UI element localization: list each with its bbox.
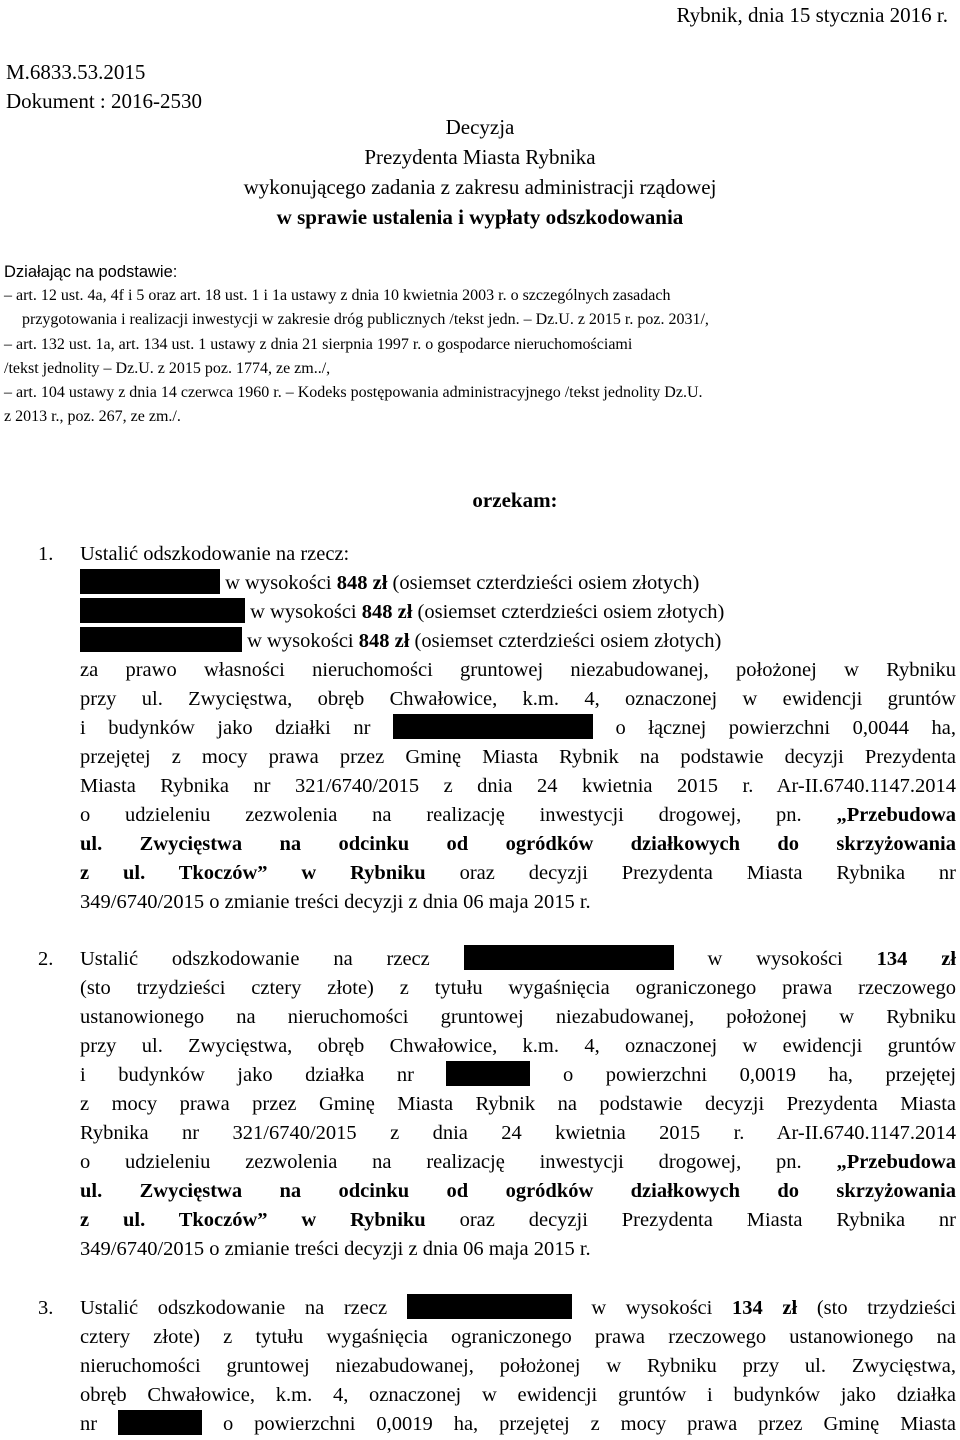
redacted-name <box>80 569 220 594</box>
redacted-parcel-numbers <box>393 714 593 739</box>
item-text-line: 349/6740/2015 o zmianie treści decyzji z dnia 06 maja 2015 r. <box>80 891 591 913</box>
item-text-line: z ul. Tkoczów” w Rybniku oraz decyzji Prezydenta Miasta Rybnika nr <box>80 862 956 884</box>
item-text-line: (sto trzydzieści cztery złote) z tytułu wygaśnięcia ograniczonego prawa rzeczowego <box>80 977 956 999</box>
item-number: 3. <box>38 1297 54 1319</box>
item-text-line: o udzieleniu zezwolenia na realizację inwestycji drogowej, pn. „Przebudowa <box>80 1151 957 1173</box>
item-text-line: nieruchomości gruntowej niezabudowanej, położonej w Rybniku przy ul. Zwycięstwa, <box>80 1355 956 1377</box>
item-text-line: z ul. Tkoczów” w Rybniku oraz decyzji Prezydenta Miasta Rybnika nr <box>80 1209 956 1231</box>
item-text-line: Rybnika nr 321/6740/2015 z dnia 24 kwietnia 2015 r. Ar-II.6740.1147.2014 <box>80 1122 956 1144</box>
beneficiary-row: w wysokości 848 zł (osiemset czterdzieści osiem złotych) <box>80 569 956 598</box>
item-text-line: Ustalić odszkodowanie na rzecz w wysokości 134 zł (sto trzydzieści <box>80 1294 956 1323</box>
item-text-line: ul. Zwycięstwa na odcinku od ogródków działkowych do skrzyżowania <box>80 833 956 855</box>
item-text-line: przejętej z mocy prawa przez Gminę Miasta Rybnik na podstawie decyzji Prezydenta <box>80 746 956 768</box>
case-number: M.6833.53.2015 <box>6 60 146 84</box>
legal-basis-label: Działając na podstawie: <box>4 263 178 281</box>
decision-title <box>0 112 960 232</box>
item-text-line: obręb Chwałowice, k.m. 4, oznaczonej w ewidencji gruntów i budynków jako działka <box>80 1384 956 1406</box>
legal-basis-line: – art. 104 ustawy z dnia 14 czerwca 1960 r. – Kodeks postępowania administracyjnego /tekst jednolity Dz.U. <box>4 384 703 402</box>
legal-basis-line: – art. 132 ust. 1a, art. 134 ust. 1 ustawy z dnia 21 sierpnia 1997 r. o gospodarce nieruchomościami <box>4 335 633 353</box>
item-text-line: Ustalić odszkodowanie na rzecz w wysokości 134 zł <box>80 945 956 974</box>
item-text-line: o udzieleniu zezwolenia na realizację inwestycji drogowej, pn. „Przebudowa <box>80 804 957 826</box>
item-text-line: ustanowionego na nieruchomości gruntowej niezabudowanej, położonej w Rybniku <box>80 1006 956 1028</box>
item-text-line: za prawo własności nieruchomości gruntowej niezabudowanej, położonej w Rybniku <box>80 659 956 681</box>
redacted-name <box>464 945 674 970</box>
item-text-line: nr o powierzchni 0,0019 ha, przejętej z mocy prawa przez Gminę Miasta <box>80 1410 956 1439</box>
item-text-line: przy ul. Zwycięstwa, obręb Chwałowice, k.m. 4, oznaczonej w ewidencji gruntów <box>80 1035 956 1057</box>
legal-basis <box>4 284 954 430</box>
decision-item-1 <box>38 540 956 917</box>
decision-heading: orzekam: <box>472 488 558 512</box>
document-number: Dokument : 2016-2530 <box>6 89 202 113</box>
item-text-line: z mocy prawa przez Gminę Miasta Rybnik na podstawie decyzji Prezydenta Miasta <box>80 1093 956 1115</box>
item-text-line: i budynków jako działki nr o łącznej powierzchni 0,0044 ha, <box>80 714 956 743</box>
legal-basis-line: przygotowania i realizacji inwestycji w zakresie dróg publicznych /tekst jedn. – Dz.U. z 2015 r. poz. 2031/, <box>22 311 709 329</box>
title-line-2: Prezydenta Miasta Rybnika <box>364 145 596 169</box>
title-line-3: wykonującego zadania z zakresu administracji rządowej <box>243 175 717 199</box>
item-text-line: przy ul. Zwycięstwa, obręb Chwałowice, k.m. 4, oznaczonej w ewidencji gruntów <box>80 688 956 710</box>
beneficiary-row: w wysokości 848 zł (osiemset czterdzieści osiem złotych) <box>80 598 956 627</box>
redacted-name <box>80 598 245 623</box>
legal-basis-line: /tekst jednolity – Dz.U. z 2015 poz. 1774, ze zm../, <box>4 359 331 377</box>
decision-item-3 <box>38 1294 956 1439</box>
item-text-line: i budynków jako działka nr o powierzchni 0,0019 ha, przejętej <box>80 1061 956 1090</box>
beneficiary-row: w wysokości 848 zł (osiemset czterdzieści osiem złotych) <box>80 627 956 656</box>
redacted-name <box>407 1294 572 1319</box>
decision-item-2 <box>38 945 956 1264</box>
redacted-parcel-number <box>446 1061 530 1086</box>
item-text-line: 349/6740/2015 o zmianie treści decyzji z dnia 06 maja 2015 r. <box>80 1238 591 1260</box>
legal-basis-line: – art. 12 ust. 4a, 4f i 5 oraz art. 18 ust. 1 i 1a ustawy z dnia 10 kwietnia 2003 r. o szczególnych zasadach <box>4 287 671 304</box>
title-line-1: Decyzja <box>445 115 515 139</box>
title-line-4: w sprawie ustalenia i wypłaty odszkodowania <box>276 205 684 229</box>
redacted-parcel-number <box>118 1410 202 1435</box>
item-text-line: ul. Zwycięstwa na odcinku od ogródków działkowych do skrzyżowania <box>80 1180 956 1202</box>
item-intro: Ustalić odszkodowanie na rzecz: <box>80 543 350 565</box>
item-text-line: cztery złote) z tytułu wygaśnięcia ograniczonego prawa rzeczowego ustanowionego na <box>80 1326 956 1348</box>
item-number: 1. <box>38 543 54 565</box>
item-number: 2. <box>38 948 54 970</box>
redacted-name <box>80 627 242 652</box>
legal-basis-line: z 2013 r., poz. 267, ze zm./. <box>4 408 181 426</box>
item-text-line: Miasta Rybnika nr 321/6740/2015 z dnia 24 kwietnia 2015 r. Ar-II.6740.1147.2014 <box>80 775 956 797</box>
document-date: Rybnik, dnia 15 stycznia 2016 r. <box>676 3 948 27</box>
